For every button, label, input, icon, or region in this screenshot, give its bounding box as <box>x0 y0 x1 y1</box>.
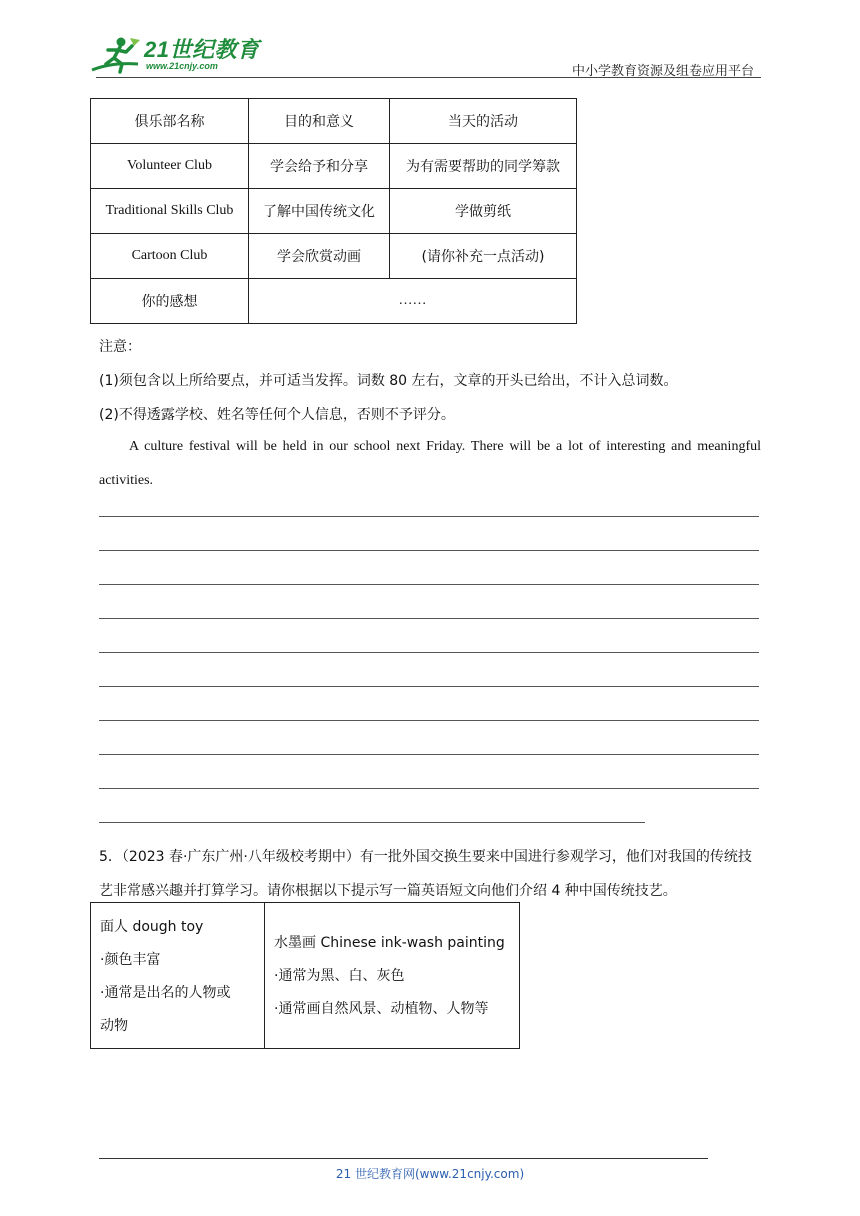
writing-line[interactable] <box>99 584 759 585</box>
writing-line[interactable] <box>99 788 759 789</box>
platform-title: 中小学教育资源及组卷应用平台 <box>571 64 754 79</box>
club-name-cell: Cartoon Club <box>91 234 249 279</box>
feeling-label-cell: 你的感想 <box>91 279 249 324</box>
footer-divider <box>99 1158 708 1159</box>
craft-point: ·颜色丰富 <box>100 952 161 968</box>
table-row <box>91 144 577 189</box>
table-header-cell: 目的和意义 <box>249 99 390 144</box>
note-item: (1)须包含以上所给要点，并可适当发挥。词数 80 左右，文章的开头已给出，不计入总词数。 <box>99 373 678 389</box>
table-row <box>91 189 577 234</box>
writing-line[interactable] <box>99 720 759 721</box>
writing-line[interactable] <box>99 754 759 755</box>
logo-url: www.21cnjy.com <box>146 61 218 71</box>
site-logo[interactable] <box>90 34 259 76</box>
question-5: 5．（2023 春·广东广州·八年级校考期中）有一批外国交换生要来中国进行参观学习，他们对我国的传统技艺非常感兴趣并打算学习。请你根据以下提示写一篇英语短文向他们介绍 4 种中国传统技艺。 <box>99 849 752 899</box>
craft-title: 面人 dough toy <box>100 919 204 935</box>
writing-line[interactable] <box>99 652 759 653</box>
table-row <box>91 903 520 1049</box>
runner-logo-icon <box>90 34 142 76</box>
club-purpose-cell: 学会欣赏动画 <box>249 234 390 279</box>
club-activity-cell: 为有需要帮助的同学筹款 <box>390 144 577 189</box>
club-activity-cell: 学做剪纸 <box>390 189 577 234</box>
logo-text: 21世纪教育 <box>144 37 260 62</box>
writing-line[interactable] <box>99 822 645 823</box>
club-purpose-cell: 了解中国传统文化 <box>249 189 390 234</box>
club-table <box>90 98 577 324</box>
club-name-cell: Volunteer Club <box>91 144 249 189</box>
page-header <box>90 30 760 78</box>
writing-line[interactable] <box>99 550 759 551</box>
craft-point: ·通常是出名的人物或 <box>100 985 231 1001</box>
club-purpose-cell: 学会给予和分享 <box>249 144 390 189</box>
writing-line[interactable] <box>99 686 759 687</box>
note-item: (2)不得透露学校、姓名等任何个人信息，否则不予评分。 <box>99 407 455 423</box>
crafts-table <box>90 902 520 1049</box>
craft-point: ·通常为黑、白、灰色 <box>274 968 405 984</box>
footer-link[interactable]: 21 世纪教育网(www.21cnjy.com) <box>335 1167 525 1181</box>
table-header-cell: 俱乐部名称 <box>91 99 249 144</box>
writing-line[interactable] <box>99 618 759 619</box>
dough-toy-cell <box>91 903 265 1049</box>
table-header-row <box>91 99 577 144</box>
table-row <box>91 279 577 324</box>
passage-text: A culture festival will be held in our school next Friday. There will be a lot of interesting and meaningful activities. <box>99 439 761 488</box>
header-divider <box>96 77 761 78</box>
writing-line[interactable] <box>99 516 759 517</box>
club-name-cell: Traditional Skills Club <box>91 189 249 234</box>
table-header-cell: 当天的活动 <box>390 99 577 144</box>
craft-point: ·通常画自然风景、动植物、人物等 <box>274 1001 489 1017</box>
craft-title: 水墨画 Chinese ink-wash painting <box>274 935 505 951</box>
passage-opening <box>99 430 761 498</box>
notes-title: 注意： <box>99 339 141 355</box>
craft-point: 动物 <box>100 1018 128 1034</box>
feeling-value-cell: …… <box>249 279 577 324</box>
table-row <box>91 234 577 279</box>
club-activity-cell: (请你补充一点活动) <box>390 234 577 279</box>
ink-painting-cell <box>265 903 520 1049</box>
